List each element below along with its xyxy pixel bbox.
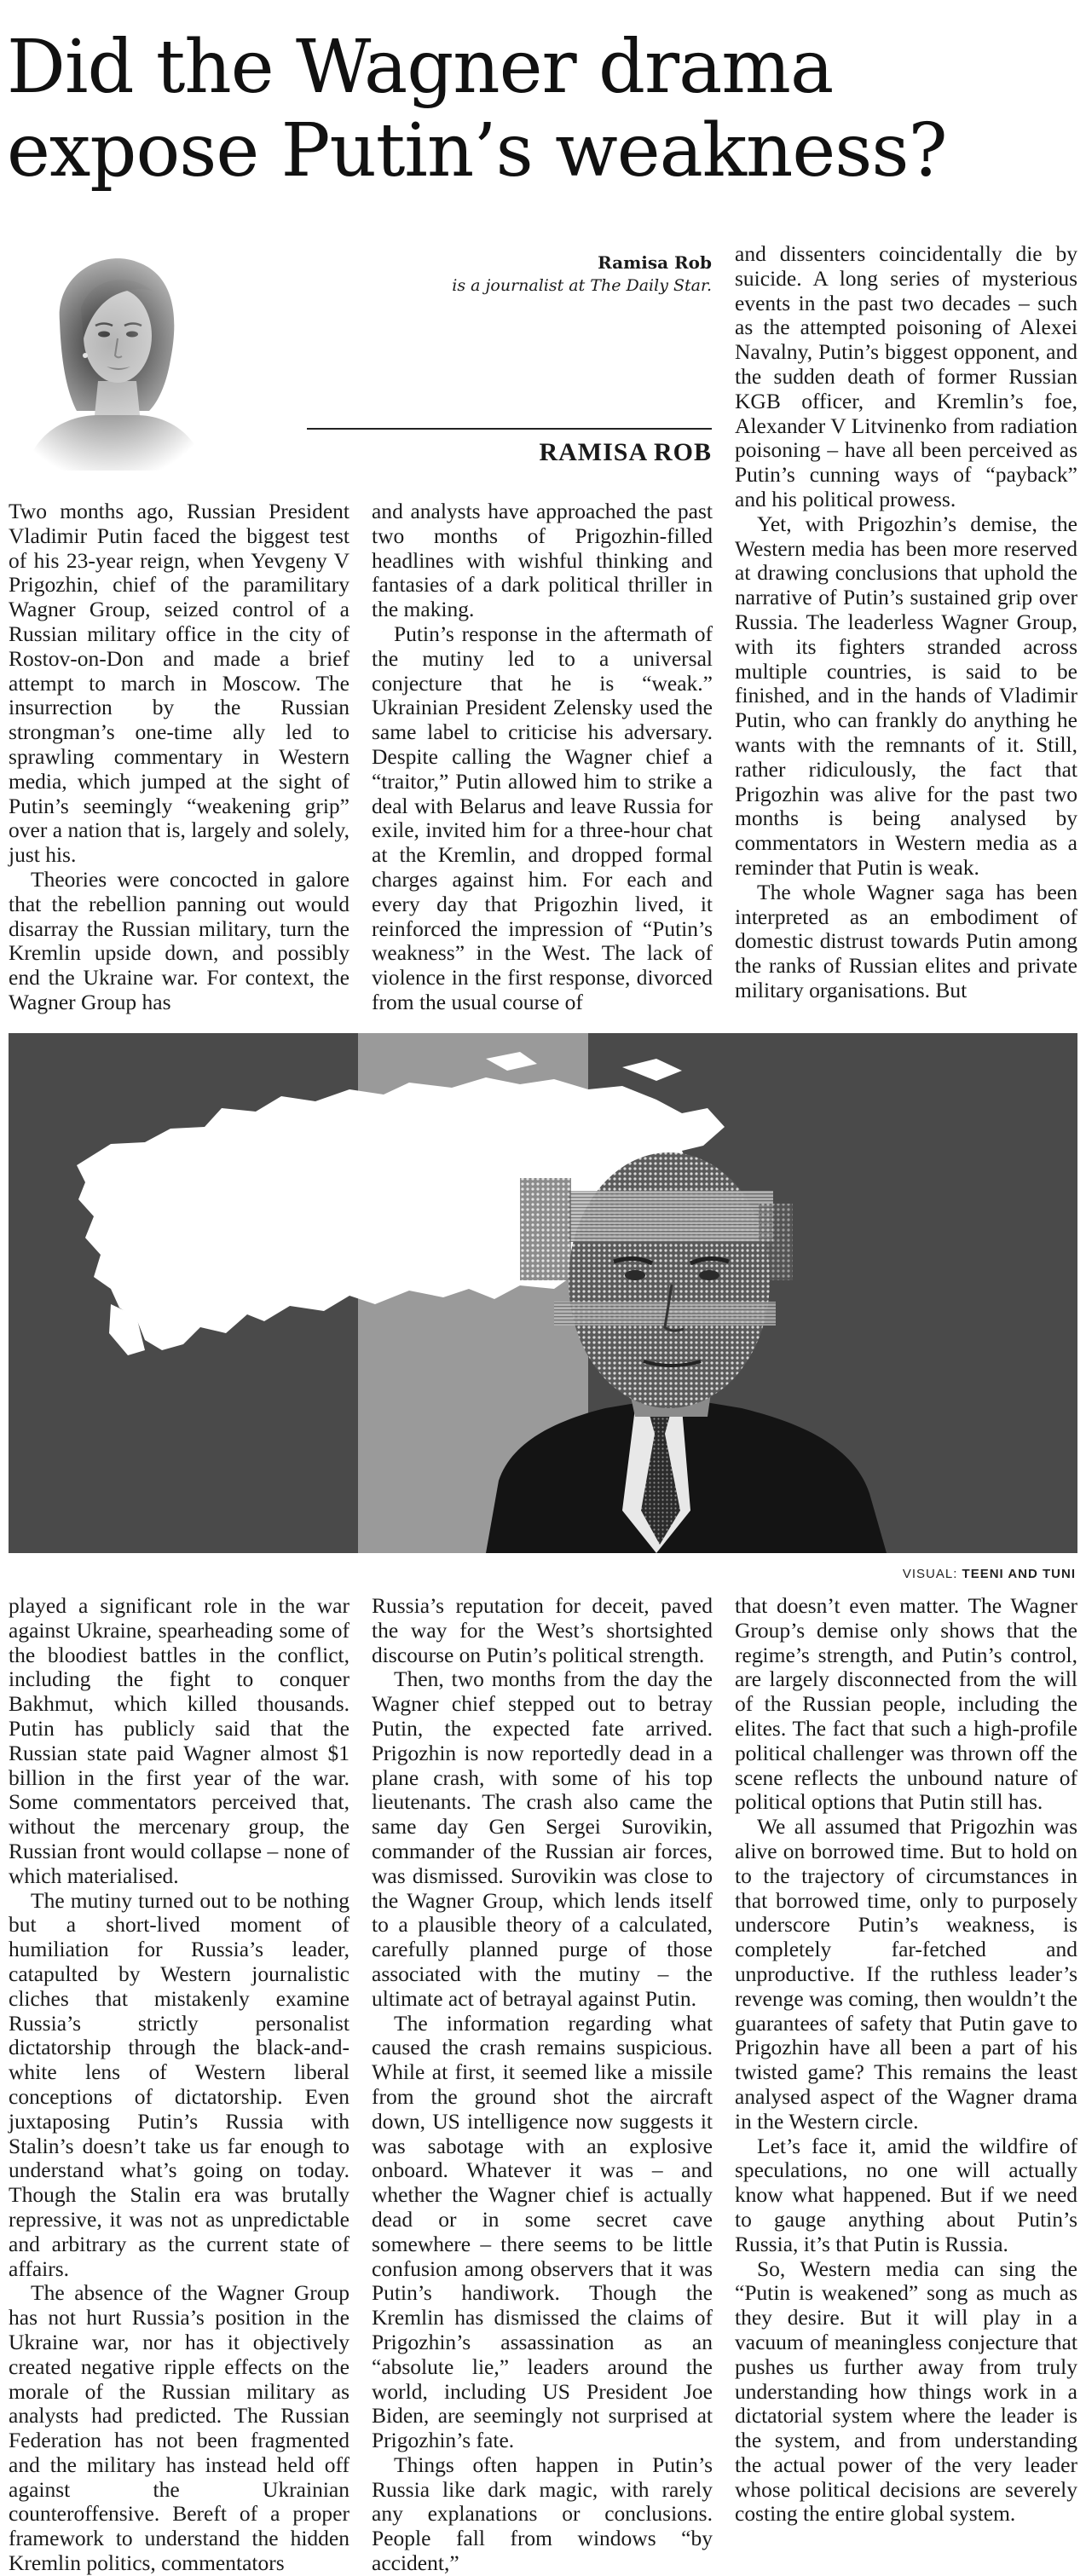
byline: RAMISA ROB — [539, 438, 712, 466]
author-portrait — [9, 240, 213, 471]
paragraph: Yet, with Prigozhin’s demise, the Western media has been more reserved at drawing conclusions that uphold the narrative of Putin’s sustained grip over Russia. The leaderless Wagner Group, with its fighters stranded across multiple countries, is said to be finished, and in the hands of Vladimir Putin, who can frankly do anything he wants with the remnants of it. Still, rather ridiculously, the fact that Prigozhin was alive for the past two months is being analysed by commentators in Western media as a reminder that Putin is weak. — [735, 511, 1077, 880]
paragraph: Putin’s response in the aftermath of the mutiny led to a universal conjecture that he is “weak.” Ukrainian President Zelensky used the same label to criticise his adversary. Despite calling the Wagner chief a “traitor,” Putin allowed him to strike a deal with Belarus and leave Russia for exile, invited him for a three-hour chat at the Kremlin, and dropped formal charges against him. For each and every day that Prigozhin lived, it reinforced the impression of “Putin’s weakness” in the West. The lack of violence in the first response, divorced from the usual course of — [372, 621, 713, 1014]
headline-line-1: Did the Wagner drama — [7, 25, 834, 110]
paragraph: Let’s face it, amid the wildfire of speculations, no one will actually know what happened. But if we need to gauge anything about Putin’s Russia, it’s that Putin is Russia. — [735, 2133, 1077, 2256]
article-column-1-top — [9, 500, 349, 1015]
article-column-3-bottom — [735, 1594, 1077, 2527]
paragraph: and analysts have approached the past two months of Prigozhin-filled headlines with wishful thinking and fantasies of a dark political thriller in the making. — [372, 499, 713, 622]
article-column-2-top — [372, 500, 713, 1015]
paragraph: Two months ago, Russian President Vladimir Putin faced the biggest test of his 23-year reign, when Yevgeny V Prigozhin, chief of the paramilitary Wagner Group, seized control of a Russian military office in the city of Rostov-on-Don and made a brief attempt to march in Moscow. The insurrection by the Russian strongman’s one-time ally led to sprawling commentary in Western media, which jumped at the sight of Putin’s seemingly “weakening grip” over a nation that is, largely and solely, just his. — [9, 499, 349, 868]
author-divider — [307, 428, 712, 430]
russia-map-and-putin-halftone-illustration — [9, 1033, 1077, 1553]
paragraph: Theories were concocted in galore that the rebellion panning out would disarray the Russian military, turn the Kremlin upside down, and possibly end the Ukraine war. For context, the Wagner Group has — [9, 866, 349, 1014]
paragraph: Then, two months from the day the Wagner chief stepped out to betray Putin, the expected fate arrived. Prigozhin is now reportedly dead in a plane crash, with some of his top lieutenants. The crash also came the same day Gen Sergei Surovikin, commander of the Russian air forces, was dismissed. Surovikin was close to the Wagner Group, which lends itself to a plausible theory of a calculated, carefully planned purge of those associated with the mutiny – the ultimate act of betrayal against Putin. — [372, 1666, 713, 2011]
headline — [7, 26, 1072, 193]
paragraph: Russia’s reputation for deceit, paved the way for the West’s shortsighted discourse on Putin’s political strength. — [372, 1593, 713, 1667]
article-column-1-bottom — [9, 1594, 349, 2576]
article-column-3-top — [735, 242, 1077, 1003]
paragraph: The information regarding what caused the crash remains suspicious. While at first, it seemed like a missile from the ground shot the aircraft down, US intelligence now suggests it was sabotage with an explosive onboard. Whatever it was – and whether the Wagner chief is actually dead or in some secret cave somewhere – there seems to be little confusion among observers that it was Putin’s handiwork. Though the Kremlin has dismissed the claims of Prigozhin’s assassination as an “absolute lie,” leaders around the world, including US President Joe Biden, are seemingly not surprised at Prigozhin’s fate. — [372, 2010, 713, 2453]
paragraph: that doesn’t even matter. The Wagner Group’s demise only shows that the regime’s strength, and Putin’s control, are largely disconnected from the will of the Russian people, including the elites. The fact that such a high-profile political challenger was thrown off the scene reflects the unbound nature of political options that Putin still has. — [735, 1593, 1077, 1815]
paragraph: We all assumed that Prigozhin was alive on borrowed time. But to hold on to the trajectory of circumstances in that borrowed time, only to purposely underscore Putin’s weakness, is completely far-fetched and unproductive. If the ruthless leader’s revenge was coming, then wouldn’t the guarantees of safety that Putin gave to Prigozhin have all been a part of his twisted game? This remains the least analysed aspect of the Wagner drama in the Western circle. — [735, 1814, 1077, 2134]
paragraph: The absence of the Wagner Group has not hurt Russia’s position in the Ukraine war, nor has it objectively created negative ripple effects on the morale of the Russian military as analysts had predicted. The Russian Federation has not been fragmented and the military has instead held off against the Ukrainian counteroffensive. Bereft of a proper framework to understand the hidden Kremlin politics, commentators — [9, 2280, 349, 2576]
paragraph: and dissenters coincidentally die by suicide. A long series of mysterious events in the past two decades – such as the attempted poisoning of Alexei Navalny, Putin’s biggest opponent, and the sudden death of former Russian KGB officer, and Kremlin’s foe, Alexander V Litvinenko from radiation poisoning – have all been perceived as Putin’s cunning ways of “payback” and his political prowess. — [735, 241, 1077, 511]
paragraph: The mutiny turned out to be nothing but a short-lived moment of humiliation for Russia’s leader, catapulted by Western journalistic cliches that mistakenly examine Russia’s strictly personalist dictatorship through the black-and-white lens of Western liberal conceptions of dictatorship. Even juxtaposing Putin’s Russia with Stalin’s doesn’t take us far enough to understand what’s going on today. Though the Stalin era was brutally repressive, it was not as unpredictable and arbitrary as the current state of affairs. — [9, 1887, 349, 2281]
paragraph: The whole Wagner saga has been interpreted as an embodiment of domestic distrust towards Putin among the ranks of Russian elites and private military organisations. But — [735, 879, 1077, 1002]
paragraph: So, Western media can sing the “Putin is weakened” song as much as they desire. But it will play in a vacuum of meaningless conjecture that pushes us further away from truly understanding how things work in a dictatorial system where the leader is the system, and from understanding the actual power of the very leader whose political decisions are severely costing the entire global system. — [735, 2255, 1077, 2527]
paragraph: Things often happen in Putin’s Russia like dark magic, with rarely any explanations or conclusions. People fall from windows “by accident,” — [372, 2452, 713, 2576]
headline-line-2: expose Putin’s weakness? — [7, 108, 947, 193]
author-box — [307, 245, 712, 469]
visual-credit — [903, 1567, 1076, 1581]
author-bio: is a journalist at The Daily Star. — [452, 276, 712, 295]
author-name: Ramisa Rob — [598, 252, 712, 273]
visual-credit-label: VISUAL: — [902, 1567, 958, 1581]
visual-credit-name: TEENI AND TUNI — [962, 1567, 1076, 1581]
paragraph: played a significant role in the war against Ukraine, spearheading some of the bloodiest battles in the conflict, including the fight to conquer Bakhmut, which killed thousands. Putin has publicly said that the Russian state paid Wagner almost $1 billion in the first year of the war. Some commentators perceived that, without the mercenary group, the Russian front would collapse – none of which materialised. — [9, 1593, 349, 1888]
article-column-2-bottom — [372, 1594, 713, 2576]
